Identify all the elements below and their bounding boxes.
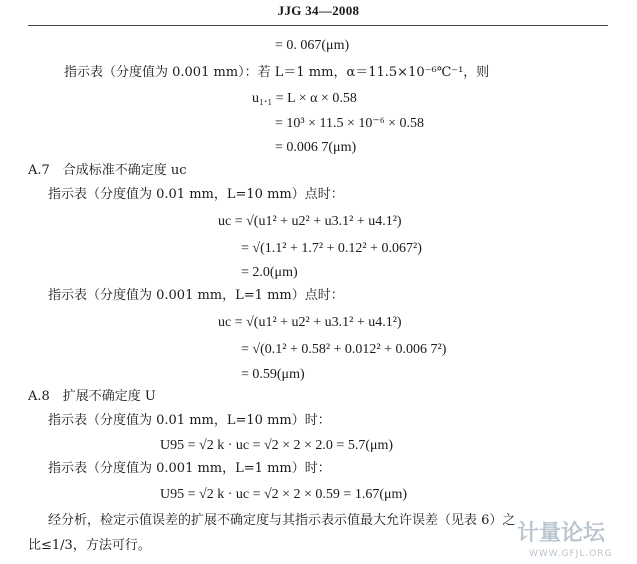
condition-line: 指示表（分度值为 0.001 mm）：若 L＝1 mm，α＝11.5×10⁻⁶℃⁻¹，则 bbox=[64, 65, 490, 80]
formula-line: U95 = √2 k · uc = √2 × 2 × 0.59 = 1.67(μm) bbox=[160, 487, 408, 502]
page-header: JJG 34—2008 bbox=[277, 3, 360, 18]
formula-line: = √(1.1² + 1.7² + 0.12² + 0.067²) bbox=[241, 241, 422, 256]
result-line: = 0.59(μm) bbox=[241, 367, 305, 382]
watermark-text: 计量论坛 bbox=[517, 521, 606, 546]
condition-line: 指示表（分度值为 0.001 mm，L=1 mm）时： bbox=[48, 461, 331, 476]
watermark-logo bbox=[513, 514, 631, 560]
formula-line: u₁.₁ = L × α × 0.58 bbox=[252, 91, 357, 106]
result-line: = 0.006 7(μm) bbox=[275, 140, 357, 155]
condition-line: 指示表（分度值为 0.001 mm，L=1 mm）点时： bbox=[48, 288, 344, 303]
formula-line: uc = √(u1² + u2² + u3.1² + u4.1²) bbox=[218, 315, 402, 330]
result-line: = 0. 067(μm) bbox=[275, 38, 350, 53]
header-rule bbox=[28, 25, 608, 26]
formula-line: = 10³ × 11.5 × 10⁻⁶ × 0.58 bbox=[275, 116, 425, 131]
conclusion-line: 比≤1/3，方法可行。 bbox=[28, 538, 151, 553]
condition-line: 指示表（分度值为 0.01 mm，L=10 mm）点时： bbox=[48, 187, 344, 202]
formula-line: U95 = √2 k · uc = √2 × 2 × 2.0 = 5.7(μm) bbox=[160, 438, 394, 453]
formula-line: uc = √(u1² + u2² + u3.1² + u4.1²) bbox=[218, 214, 402, 229]
condition-line: 指示表（分度值为 0.01 mm，L=10 mm）时： bbox=[48, 413, 331, 428]
result-line: = 2.0(μm) bbox=[241, 265, 298, 280]
conclusion-line: 经分析，检定示值误差的扩展不确定度与其指示表示值最大允许误差（见表 6）之 bbox=[48, 513, 516, 528]
section-heading-a7: A.7 合成标准不确定度 uc bbox=[28, 163, 187, 178]
watermark-url: WWW.GFJL.ORG bbox=[529, 549, 613, 559]
section-heading-a8: A.8 扩展不确定度 U bbox=[28, 389, 156, 404]
formula-line: = √(0.1² + 0.58² + 0.012² + 0.006 7²) bbox=[241, 342, 447, 357]
